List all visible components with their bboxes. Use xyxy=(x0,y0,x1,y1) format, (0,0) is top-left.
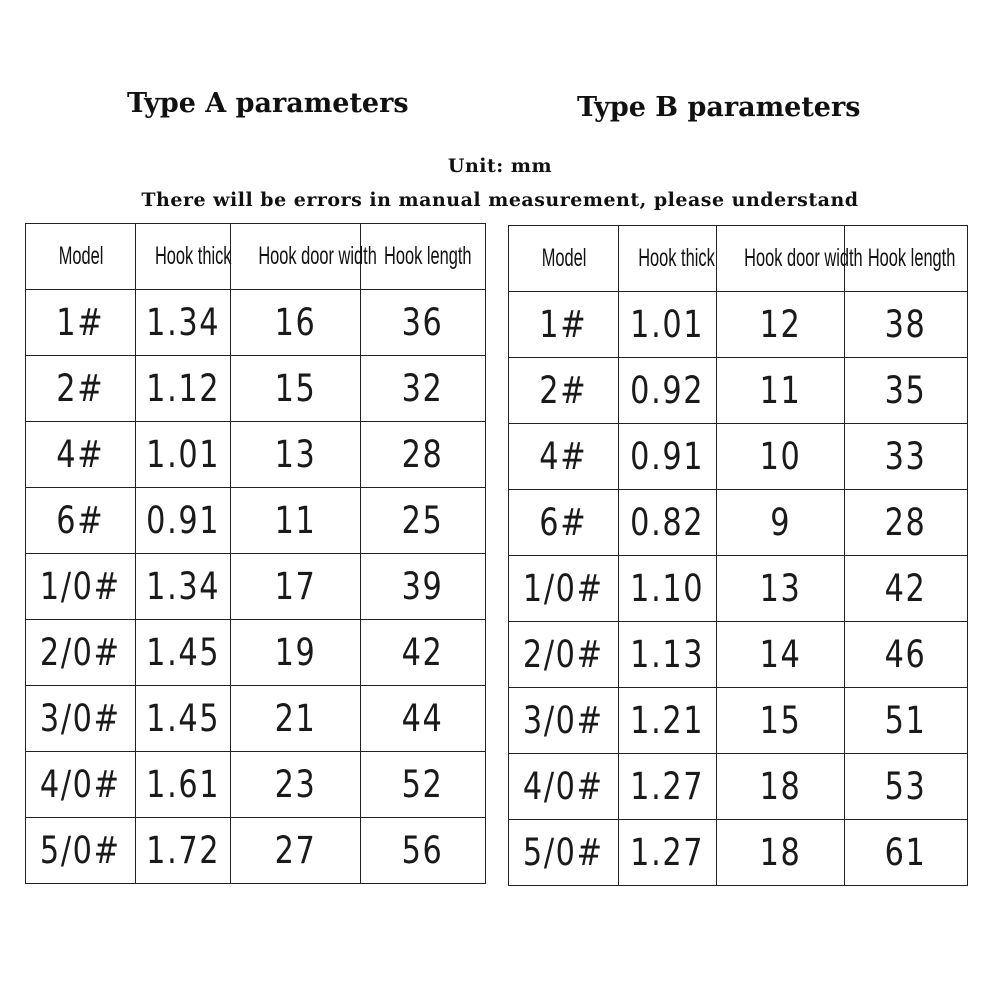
table-row xyxy=(509,556,968,622)
cell-hook-length: 39 xyxy=(361,554,486,620)
cell-hook-door-width: 23 xyxy=(231,752,361,818)
cell-hook-length: 32 xyxy=(361,356,486,422)
cell-hook-door-width: 12 xyxy=(717,292,845,358)
table-row xyxy=(26,488,486,554)
table-row xyxy=(509,622,968,688)
cell-hook-door-width: 17 xyxy=(231,554,361,620)
cell-model: 2# xyxy=(26,356,136,422)
table-row xyxy=(509,424,968,490)
cell-hook-thick: 1.45 xyxy=(136,620,231,686)
cell-hook-door-width: 9 xyxy=(717,490,845,556)
cell-hook-length: 28 xyxy=(361,422,486,488)
header-hook-thick: Hook thick xyxy=(144,224,222,290)
cell-hook-length: 56 xyxy=(361,818,486,884)
cell-hook-length: 33 xyxy=(845,424,968,490)
cell-model: 1# xyxy=(26,290,136,356)
cell-hook-thick: 1.72 xyxy=(136,818,231,884)
cell-model: 2/0# xyxy=(509,622,619,688)
table-row xyxy=(26,620,486,686)
cell-hook-thick: 1.21 xyxy=(619,688,717,754)
cell-hook-thick: 0.91 xyxy=(136,488,231,554)
table-row xyxy=(26,554,486,620)
cell-model: 4# xyxy=(509,424,619,490)
cell-model: 3/0# xyxy=(26,686,136,752)
cell-hook-door-width: 11 xyxy=(717,358,845,424)
cell-model: 3/0# xyxy=(509,688,619,754)
cell-hook-length: 53 xyxy=(845,754,968,820)
cell-hook-thick: 1.01 xyxy=(136,422,231,488)
table-row xyxy=(509,688,968,754)
cell-model: 2# xyxy=(509,358,619,424)
cell-hook-door-width: 18 xyxy=(717,820,845,886)
cell-hook-length: 28 xyxy=(845,490,968,556)
cell-hook-length: 35 xyxy=(845,358,968,424)
type-a-title: Type A parameters xyxy=(127,88,409,119)
table-row xyxy=(509,358,968,424)
measurement-disclaimer: There will be errors in manual measurement, please understand xyxy=(141,189,859,211)
cell-hook-door-width: 15 xyxy=(717,688,845,754)
cell-hook-door-width: 27 xyxy=(231,818,361,884)
cell-model: 4/0# xyxy=(509,754,619,820)
unit-note: Unit: mm xyxy=(447,155,553,177)
cell-hook-length: 25 xyxy=(361,488,486,554)
table-row xyxy=(26,686,486,752)
cell-hook-door-width: 18 xyxy=(717,754,845,820)
type-b-table xyxy=(508,225,968,886)
cell-hook-thick: 1.27 xyxy=(619,754,717,820)
table-row xyxy=(26,818,486,884)
cell-hook-thick: 1.45 xyxy=(136,686,231,752)
cell-hook-thick: 0.92 xyxy=(619,358,717,424)
cell-model: 5/0# xyxy=(509,820,619,886)
cell-hook-length: 46 xyxy=(845,622,968,688)
type-a-table xyxy=(25,223,486,884)
cell-hook-thick: 1.27 xyxy=(619,820,717,886)
cell-hook-door-width: 15 xyxy=(231,356,361,422)
cell-hook-thick: 1.34 xyxy=(136,290,231,356)
table-header-row xyxy=(509,226,968,292)
table-row xyxy=(509,820,968,886)
cell-model: 4# xyxy=(26,422,136,488)
cell-hook-thick: 1.61 xyxy=(136,752,231,818)
cell-hook-length: 51 xyxy=(845,688,968,754)
cell-hook-door-width: 21 xyxy=(231,686,361,752)
cell-hook-thick: 1.10 xyxy=(619,556,717,622)
cell-hook-door-width: 19 xyxy=(231,620,361,686)
cell-hook-door-width: 16 xyxy=(231,290,361,356)
cell-hook-door-width: 13 xyxy=(231,422,361,488)
cell-model: 1# xyxy=(509,292,619,358)
table-row xyxy=(26,356,486,422)
table-row xyxy=(26,422,486,488)
cell-model: 4/0# xyxy=(26,752,136,818)
cell-model: 1/0# xyxy=(509,556,619,622)
header-hook-length: Hook length xyxy=(372,224,475,290)
type-b-title: Type B parameters xyxy=(577,92,861,123)
cell-hook-thick: 1.01 xyxy=(619,292,717,358)
cell-hook-thick: 1.34 xyxy=(136,554,231,620)
cell-model: 5/0# xyxy=(26,818,136,884)
cell-hook-length: 42 xyxy=(845,556,968,622)
table-row xyxy=(26,752,486,818)
cell-hook-length: 44 xyxy=(361,686,486,752)
cell-hook-door-width: 13 xyxy=(717,556,845,622)
cell-model: 2/0# xyxy=(26,620,136,686)
cell-model: 6# xyxy=(509,490,619,556)
header-model: Model xyxy=(518,226,608,292)
cell-hook-length: 36 xyxy=(361,290,486,356)
cell-model: 6# xyxy=(26,488,136,554)
cell-hook-thick: 1.12 xyxy=(136,356,231,422)
cell-hook-door-width: 11 xyxy=(231,488,361,554)
cell-hook-thick: 0.82 xyxy=(619,490,717,556)
cell-hook-door-width: 14 xyxy=(717,622,845,688)
header-hook-door-width: Hook door width xyxy=(242,224,349,290)
table-header-row xyxy=(26,224,486,290)
cell-model: 1/0# xyxy=(26,554,136,620)
cell-hook-length: 61 xyxy=(845,820,968,886)
table-row xyxy=(509,292,968,358)
cell-hook-thick: 0.91 xyxy=(619,424,717,490)
header-hook-length: Hook length xyxy=(856,226,957,292)
cell-hook-length: 52 xyxy=(361,752,486,818)
table-row xyxy=(509,754,968,820)
cell-hook-thick: 1.13 xyxy=(619,622,717,688)
cell-hook-length: 42 xyxy=(361,620,486,686)
cell-hook-door-width: 10 xyxy=(717,424,845,490)
header-model: Model xyxy=(35,224,125,290)
header-hook-thick: Hook thick xyxy=(627,226,707,292)
header-hook-door-width: Hook door width xyxy=(728,226,833,292)
cell-hook-length: 38 xyxy=(845,292,968,358)
table-row xyxy=(509,490,968,556)
table-row xyxy=(26,290,486,356)
